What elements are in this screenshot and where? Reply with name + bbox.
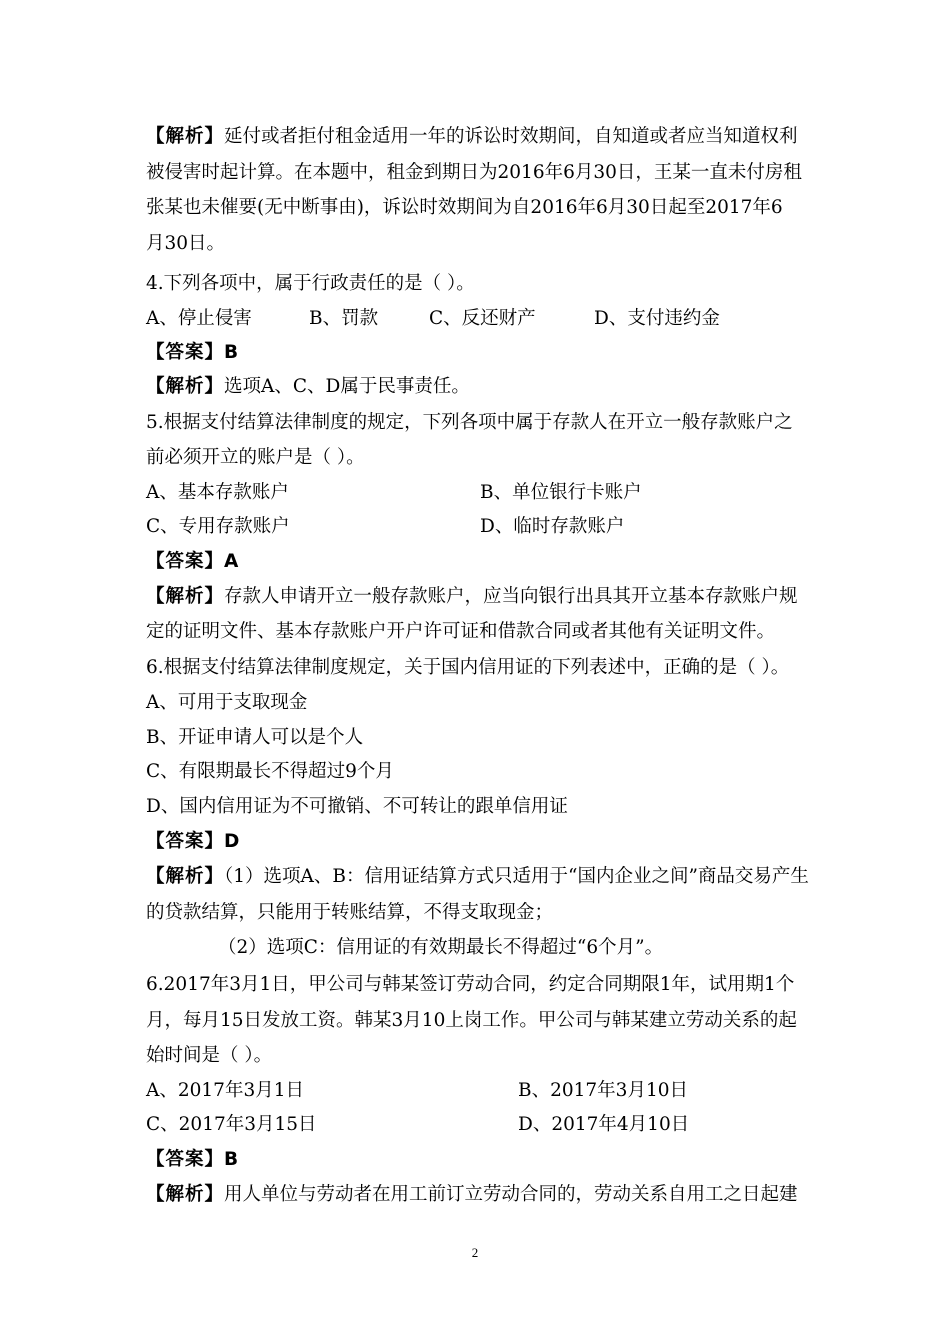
q5-option-c: C、专用存款账户 — [146, 516, 290, 537]
q3-analysis-line-2: 被侵害时起计算。在本题中，租金到期日为2016年6月30日，王某一直未付房租 — [146, 162, 802, 183]
q4-option-b: B、罚款 — [309, 308, 379, 329]
q5-answer — [146, 549, 239, 575]
q6b-option-c: C、2017年3月15日 — [146, 1114, 317, 1135]
answer-tag: 【答案】 — [146, 342, 225, 363]
q3-analysis-line-1 — [146, 124, 798, 150]
q3-analysis-line-3: 张某也未催要(无中断事由)，诉讼时效期间为自2016年6月30日起至2017年6 — [146, 197, 783, 218]
q5-answer-value: A — [224, 551, 240, 572]
analysis-tag: 【解析】 — [146, 1184, 225, 1205]
answer-tag: 【答案】 — [146, 831, 225, 852]
q3-analysis-text: 延付或者拒付租金适用一年的诉讼时效期间，自知道或者应当知道权利 — [224, 126, 798, 147]
q6b-answer-value: B — [224, 1149, 240, 1170]
q5-option-a: A、基本存款账户 — [146, 482, 289, 503]
q6b-option-d: D、2017年4月10日 — [518, 1114, 690, 1135]
q4-analysis — [146, 374, 470, 400]
q4-option-d: D、支付违约金 — [594, 308, 720, 329]
q6a-analysis-line-1 — [146, 864, 809, 890]
q6a-option-c: C、有限期最长不得超过9个月 — [146, 761, 394, 782]
q6b-analysis — [146, 1182, 798, 1208]
q5-option-d: D、临时存款账户 — [480, 516, 625, 537]
q6b-answer — [146, 1147, 239, 1173]
q5-analysis-line-2: 定的证明文件、基本存款账户开户许可证和借款合同或者其他有关证明文件。 — [146, 621, 776, 642]
q6a-answer-value: D — [224, 831, 241, 852]
q5-option-b: B、单位银行卡账户 — [480, 482, 642, 503]
q3-analysis-line-4: 月30日。 — [146, 233, 226, 254]
analysis-tag: 【解析】 — [146, 586, 225, 607]
q6a-analysis-text: （1）选项A、B：信用证结算方式只适用于“国内企业之间”商品交易产生 — [224, 866, 809, 887]
answer-tag: 【答案】 — [146, 551, 225, 572]
q6b-stem-line-1: 6.2017年3月1日，甲公司与韩某签订劳动合同，约定合同期限1年，试用期1个 — [146, 974, 795, 995]
q4-analysis-text: 选项A、C、D属于民事责任。 — [224, 376, 470, 397]
q6a-answer — [146, 829, 240, 855]
q5-analysis-line-1 — [146, 584, 798, 610]
q5-analysis-text: 存款人申请开立一般存款账户，应当向银行出具其开立基本存款账户规 — [224, 586, 798, 607]
q6b-stem-line-2: 月，每月15日发放工资。韩某3月10上岗工作。甲公司与韩某建立劳动关系的起 — [146, 1010, 797, 1031]
q6b-analysis-text: 用人单位与劳动者在用工前订立劳动合同的，劳动关系自用工之日起建 — [224, 1184, 798, 1205]
q6a-option-b: B、开证申请人可以是个人 — [146, 727, 364, 748]
page-number: 2 — [471, 1245, 479, 1260]
answer-tag: 【答案】 — [146, 1149, 225, 1170]
q5-stem-line-1: 5.根据支付结算法律制度的规定，下列各项中属于存款人在开立一般存款账户之 — [146, 412, 793, 433]
q6a-option-d: D、国内信用证为不可撤销、不可转让的跟单信用证 — [146, 796, 568, 817]
analysis-tag: 【解析】 — [146, 126, 225, 147]
q6b-option-b: B、2017年3月10日 — [518, 1080, 688, 1101]
q6a-analysis-line-2: 的贷款结算，只能用于转账结算，不得支取现金； — [146, 902, 554, 923]
q6a-stem: 6.根据支付结算法律制度规定，关于国内信用证的下列表述中，正确的是（ ）。 — [146, 657, 790, 678]
q5-stem-line-2: 前必须开立的账户是（ ）。 — [146, 447, 365, 468]
q4-option-a: A、停止侵害 — [146, 308, 252, 329]
q4-option-c: C、反还财产 — [429, 308, 536, 329]
q6a-option-a: A、可用于支取现金 — [146, 692, 308, 713]
q4-answer-value: B — [224, 342, 240, 363]
q4-answer — [146, 340, 239, 366]
analysis-tag: 【解析】 — [146, 866, 225, 887]
analysis-tag: 【解析】 — [146, 376, 225, 397]
q6b-option-a: A、2017年3月1日 — [146, 1080, 304, 1101]
q6a-analysis-line-3: （2）选项C：信用证的有效期最长不得超过“6个月”。 — [218, 937, 664, 958]
q4-stem: 4.下列各项中，属于行政责任的是（ ）。 — [146, 273, 475, 294]
q6b-stem-line-3: 始时间是（ ）。 — [146, 1045, 273, 1066]
